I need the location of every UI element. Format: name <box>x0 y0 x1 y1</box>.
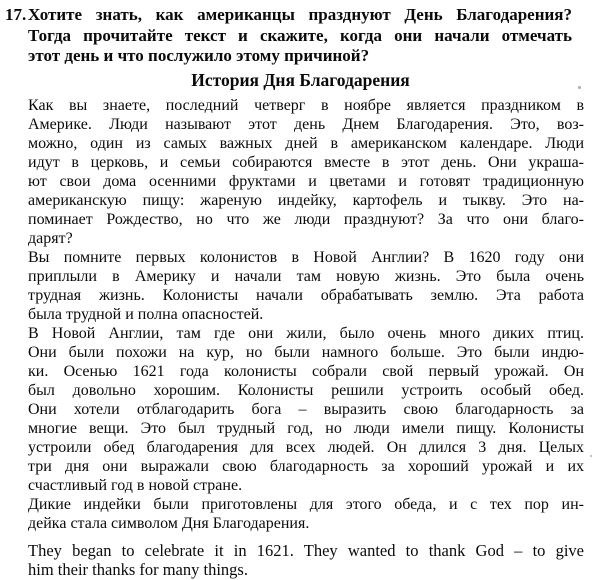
text-line: him their thanks for many things. <box>28 560 248 579</box>
text-line: можно, один из самых важных дней в американском календаре. Люди <box>28 134 584 152</box>
text-line: поминает Рождество, но что же люди празднуют? За что они благо- <box>28 210 584 228</box>
text-line: Как вы знаете, последний четверг в ноябре является праздником в <box>28 96 584 114</box>
text-line: приплыли в Америку и начали там новую жизнь. Это была очень <box>28 267 584 285</box>
text-line: трудная жизнь. Колонисты начали обрабатывать землю. Эта работа <box>28 286 584 304</box>
text-line: американскую пищу: жареную индейку, картофель и тыкву. Это на- <box>28 191 584 209</box>
text-line: ки. Осенью 1621 года колонисты собрали свой первый урожай. Он <box>28 362 584 380</box>
text-title: История Дня Благодарения <box>191 69 410 90</box>
text-line: Америке. Люди называют этот день Днем Благодарения. Это, воз- <box>28 115 584 133</box>
text-line: многие вещи. Это был трудный год, но люди имели пищу. Колонисты <box>28 419 584 437</box>
text-line: устроили обед благодарения для всех людей. Он длился 3 дня. Целых <box>28 438 584 456</box>
text-line: В Новой Англии, там где они жили, было очень много диких птиц. <box>28 324 584 342</box>
text-line: Вы помните первых колонистов в Новой Англии? В 1620 году они <box>28 248 584 266</box>
text-line: этот день и что послужило этому причиной? <box>28 46 370 65</box>
exercise-number: 17. <box>5 5 27 24</box>
scan-speck <box>590 455 592 457</box>
text-line: Они хотели отблагодарить бога – выразить свою благодарность за <box>28 400 584 418</box>
text-line: They began to celebrate it in 1621. They wanted to thank God – to give <box>28 540 584 560</box>
text-line: идут в церковь, и семьи собираются вместе в этот день. Они украша- <box>28 153 584 171</box>
text-line: Они были похожи на кур, но были намного больше. Это были индю- <box>28 343 584 361</box>
text-line: счастливый год в новой стране. <box>28 476 243 494</box>
text-line: дарят? <box>28 229 73 247</box>
english-answer-text <box>28 541 584 580</box>
reading-text-body <box>28 96 584 533</box>
text-line: Хотите знать, как американцы празднуют День Благодарения? <box>28 5 572 24</box>
exercise-prompt <box>0 0 601 67</box>
text-line: Тогда прочитайте текст и скажите, когда они начали отмечать <box>28 25 572 45</box>
text-line: была трудной и полна опасностей. <box>28 305 264 323</box>
text-line: ют свои дома осенними фруктами и цветами и готовят традиционную <box>28 172 584 190</box>
exercise-prompt-text <box>28 5 572 67</box>
text-line: дейка стала символом Дня Благодарения. <box>28 514 310 532</box>
text-line: был довольно хорошим. Колонисты решили устроить особый обед. <box>28 381 584 399</box>
text-line: Дикие индейки были приготовлены для этого обеда, и с тех пор ин- <box>28 495 584 513</box>
text-line: три дня они выражали свою благодарность за хороший урожай и их <box>28 457 584 475</box>
scan-speck <box>578 86 581 89</box>
